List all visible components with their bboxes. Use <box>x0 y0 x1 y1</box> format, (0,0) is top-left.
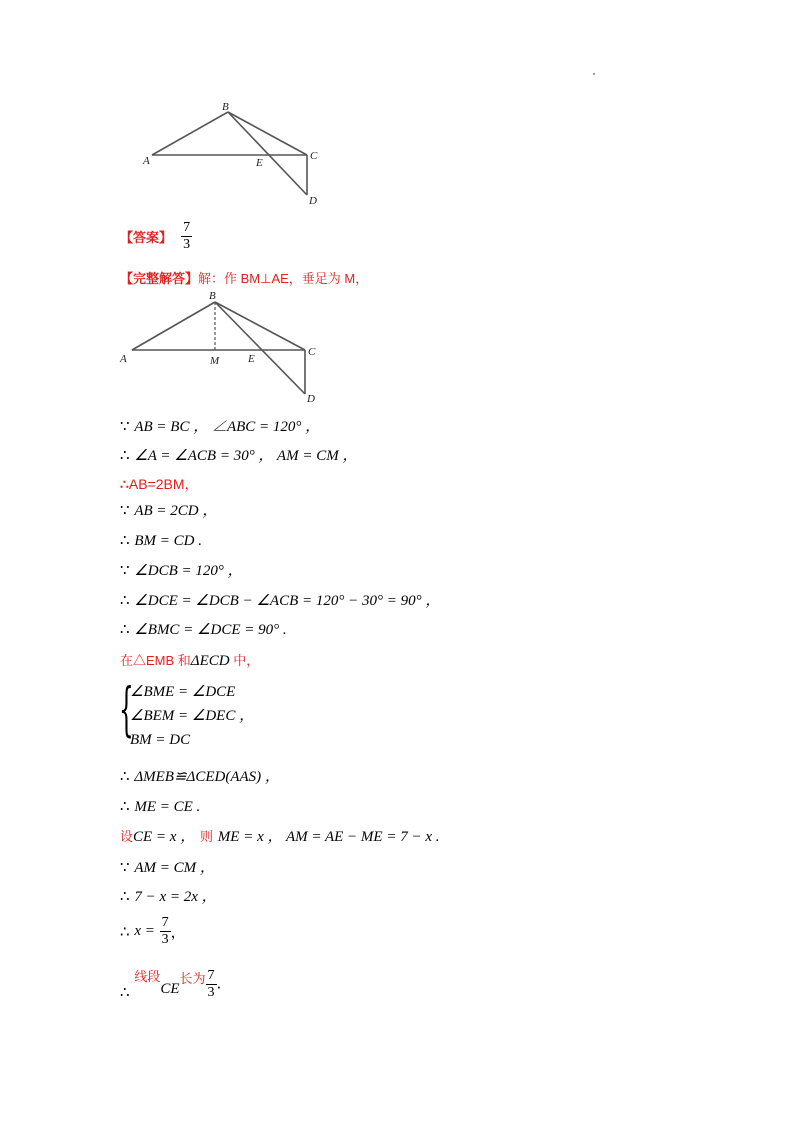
fig1-label-C: C <box>310 150 318 162</box>
step-4: ∵ AB = 2CD ， <box>120 501 218 519</box>
me-ce-line: ∴ ME = CE . <box>120 797 201 815</box>
corner-dot <box>593 73 595 75</box>
x-value-line: ∴ x = $\frac{7}{3}$ ， <box>120 915 186 947</box>
fig2-label-E: E <box>248 353 255 365</box>
fig1-label-D: D <box>309 195 317 205</box>
solution-header <box>120 268 368 287</box>
answer-label: 【答案】 <box>120 230 173 245</box>
solution-label: 【完整解答】 <box>120 271 199 286</box>
system-eq-3: BM = DC <box>130 732 191 748</box>
fig2-label-B: B <box>209 290 216 302</box>
in-triangles-line: 在△EMB 和ΔECD 中， <box>120 653 260 669</box>
equation-line: ∴ 7 − x = 2x ， <box>120 887 217 905</box>
step-3: ∴AB=2BM， <box>120 476 199 492</box>
step-8: ∴ ∠BMC = ∠DCE = 90° . <box>120 620 287 638</box>
step-7: ∴ ∠DCE = ∠DCB − ∠ACB = 120° − 30° = 90° ， <box>120 591 441 609</box>
system-brace: { <box>119 675 134 743</box>
let-line: 设CE = x ， 则 ME = x ， AM = AE − ME = 7 − x . <box>120 829 440 845</box>
solution-intro: 解：作 BM⊥AE，垂足为 M， <box>198 271 369 286</box>
fig2-label-C: C <box>308 346 316 358</box>
figure-2 <box>115 288 325 408</box>
x-fraction: $\frac{7}{3}$ <box>161 915 169 947</box>
answer-row <box>120 220 192 253</box>
step-5: ∴ BM = CD . <box>120 531 202 549</box>
congruent-line: ∴ ΔMEB≌ΔCED(AAS) ， <box>120 767 280 785</box>
final-fraction: $\frac{7}{3}$ <box>207 968 215 1000</box>
fig1-label-A: A <box>143 155 150 167</box>
final-line: ∴ 线段CE长为 $\frac{7}{3}$ . <box>120 968 222 1001</box>
system-equations <box>130 680 254 752</box>
fig2-label-M: M <box>210 355 220 367</box>
answer-fraction: $\frac{7}{3}$ <box>183 220 191 252</box>
fig1-label-B: B <box>222 101 229 113</box>
am-cm-line: ∵ AM = CM ， <box>120 858 215 876</box>
figure-1 <box>135 95 335 205</box>
fig2-label-D: D <box>307 393 315 405</box>
fig1-label-E: E <box>256 157 263 169</box>
step-6: ∵ ∠DCB = 120° ， <box>120 561 243 579</box>
system-eq-1: ∠BME = ∠DCE <box>130 684 236 700</box>
system-eq-2: ∠BEM = ∠DEC ， <box>130 708 255 724</box>
fig2-label-A: A <box>120 353 127 365</box>
step-2: ∴ ∠A = ∠ACB = 30° ， AM = CM ， <box>120 446 358 464</box>
step-1: ∵ AB = BC ， ∠ABC = 120° ， <box>120 417 321 435</box>
